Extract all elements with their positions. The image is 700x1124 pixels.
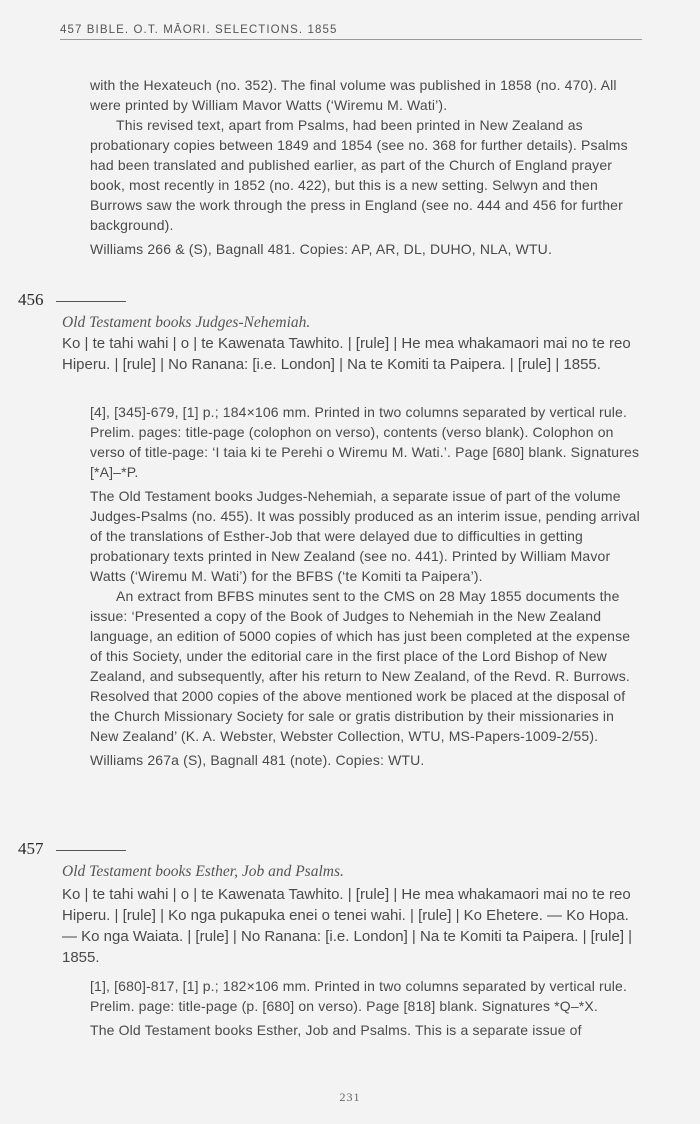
page-number: 231 [339, 1090, 361, 1104]
entry-body [90, 402, 642, 770]
collation: [4], [345]-679, [1] p.; 184×106 mm. Printed in two columns separated by vertical rule. Prelim. pages: title-page (colophon on verso), contents (verso blank). Colophon on verso of title-page: ‘I taia ki te Perehi o Wiremu M. Wati.’. Page [680] blank. Signatures [*A]–*P. [90, 404, 640, 480]
entry-title: Old Testament books Judges-Nehemiah. [62, 314, 311, 331]
entry-rule [56, 301, 126, 302]
references: Williams 266 & (S), Bagnall 481. Copies: AP, AR, DL, DUHO, NLA, WTU. [90, 241, 552, 257]
note: An extract from BFBS minutes sent to the CMS on 28 May 1855 documents the issue: ‘Presented a copy of the Book of Judges to Nehemiah in the New Zealand language, an edition of 5000 copies of which has just been completed at the expense of this Society, under the editorial care in the first place of the Lord Bishop of New Zealand, and subsequently, after his return to New Zealand, of the Revd. R. Burrows. Resolved that 2000 copies of the above mentioned work be placed at the disposal of the Church Missionary Society for sale or gratis distribution by their missionaries in New Zealand’ (K. A. Webster, Webster Collection, WTU, MS-Papers-1009-2/55). [90, 588, 631, 744]
entry-rule [56, 850, 126, 851]
note: The Old Testament books Esther, Job and Psalms. This is a separate issue of [90, 1022, 582, 1038]
continuation-text [90, 75, 642, 259]
entry-body [90, 976, 642, 1040]
entry-number: 457 [18, 839, 126, 859]
paragraph: with the Hexateuch (no. 352). The final volume was published in 1858 (no. 470). All were printed by William Mavor Watts (‘Wiremu M. Wati’). [90, 77, 617, 113]
title-transcription: Ko | te tahi wahi | o | te Kawenata Tawhito. | [rule] | He mea whakamaori mai no te reo Hiperu. | [rule] | Ko nga pukapuka enei o tenei wahi. | [rule] | Ko Ehetere. — Ko Hopa. — Ko nga Waiata. | [rule] | No Ranana: [i.e. London] | Na te Komiti ta Paipera. | [rule] | 1855. [62, 886, 633, 966]
references: Williams 267a (S), Bagnall 481 (note). Copies: WTU. [90, 752, 425, 768]
paragraph: This revised text, apart from Psalms, had been printed in New Zealand as probationary copies between 1849 and 1854 (see no. 368 for further details). Psalms had been translated and published earlier, as part of the Church of England prayer book, most recently in 1852 (no. 422), but this is a new setting. Selwyn and then Burrows saw the work through the press in England (see no. 444 and 456 for further background). [90, 117, 628, 233]
title-transcription: Ko | te tahi wahi | o | te Kawenata Tawhito. | [rule] | He mea whakamaori mai no te reo Hiperu. | [rule] | No Ranana: [i.e. London] | Na te Komiti ta Paipera. | [rule] | 1855. [62, 335, 631, 373]
running-head: 457 BIBLE. O.T. MĀORI. SELECTIONS. 1855 [60, 24, 642, 40]
entry-title: Old Testament books Esther, Job and Psalms. [62, 863, 344, 880]
entry-number: 456 [18, 290, 126, 310]
note: The Old Testament books Judges-Nehemiah, a separate issue of part of the volume Judges-Psalms (no. 455). It was possibly produced as an interim issue, pending arrival of the translations of Esther-Job that were delayed due to difficulties in getting probationary texts printed in New Zealand (see no. 441). Printed by William Mavor Watts (‘Wiremu M. Wati’) for the BFBS (‘te Komiti ta Paipera’). [90, 488, 640, 584]
collation: [1], [680]-817, [1] p.; 182×106 mm. Printed in two columns separated by vertical rule. Prelim. page: title-page (p. [680] on verso). Page [818] blank. Signatures *Q–*X. [90, 978, 628, 1014]
